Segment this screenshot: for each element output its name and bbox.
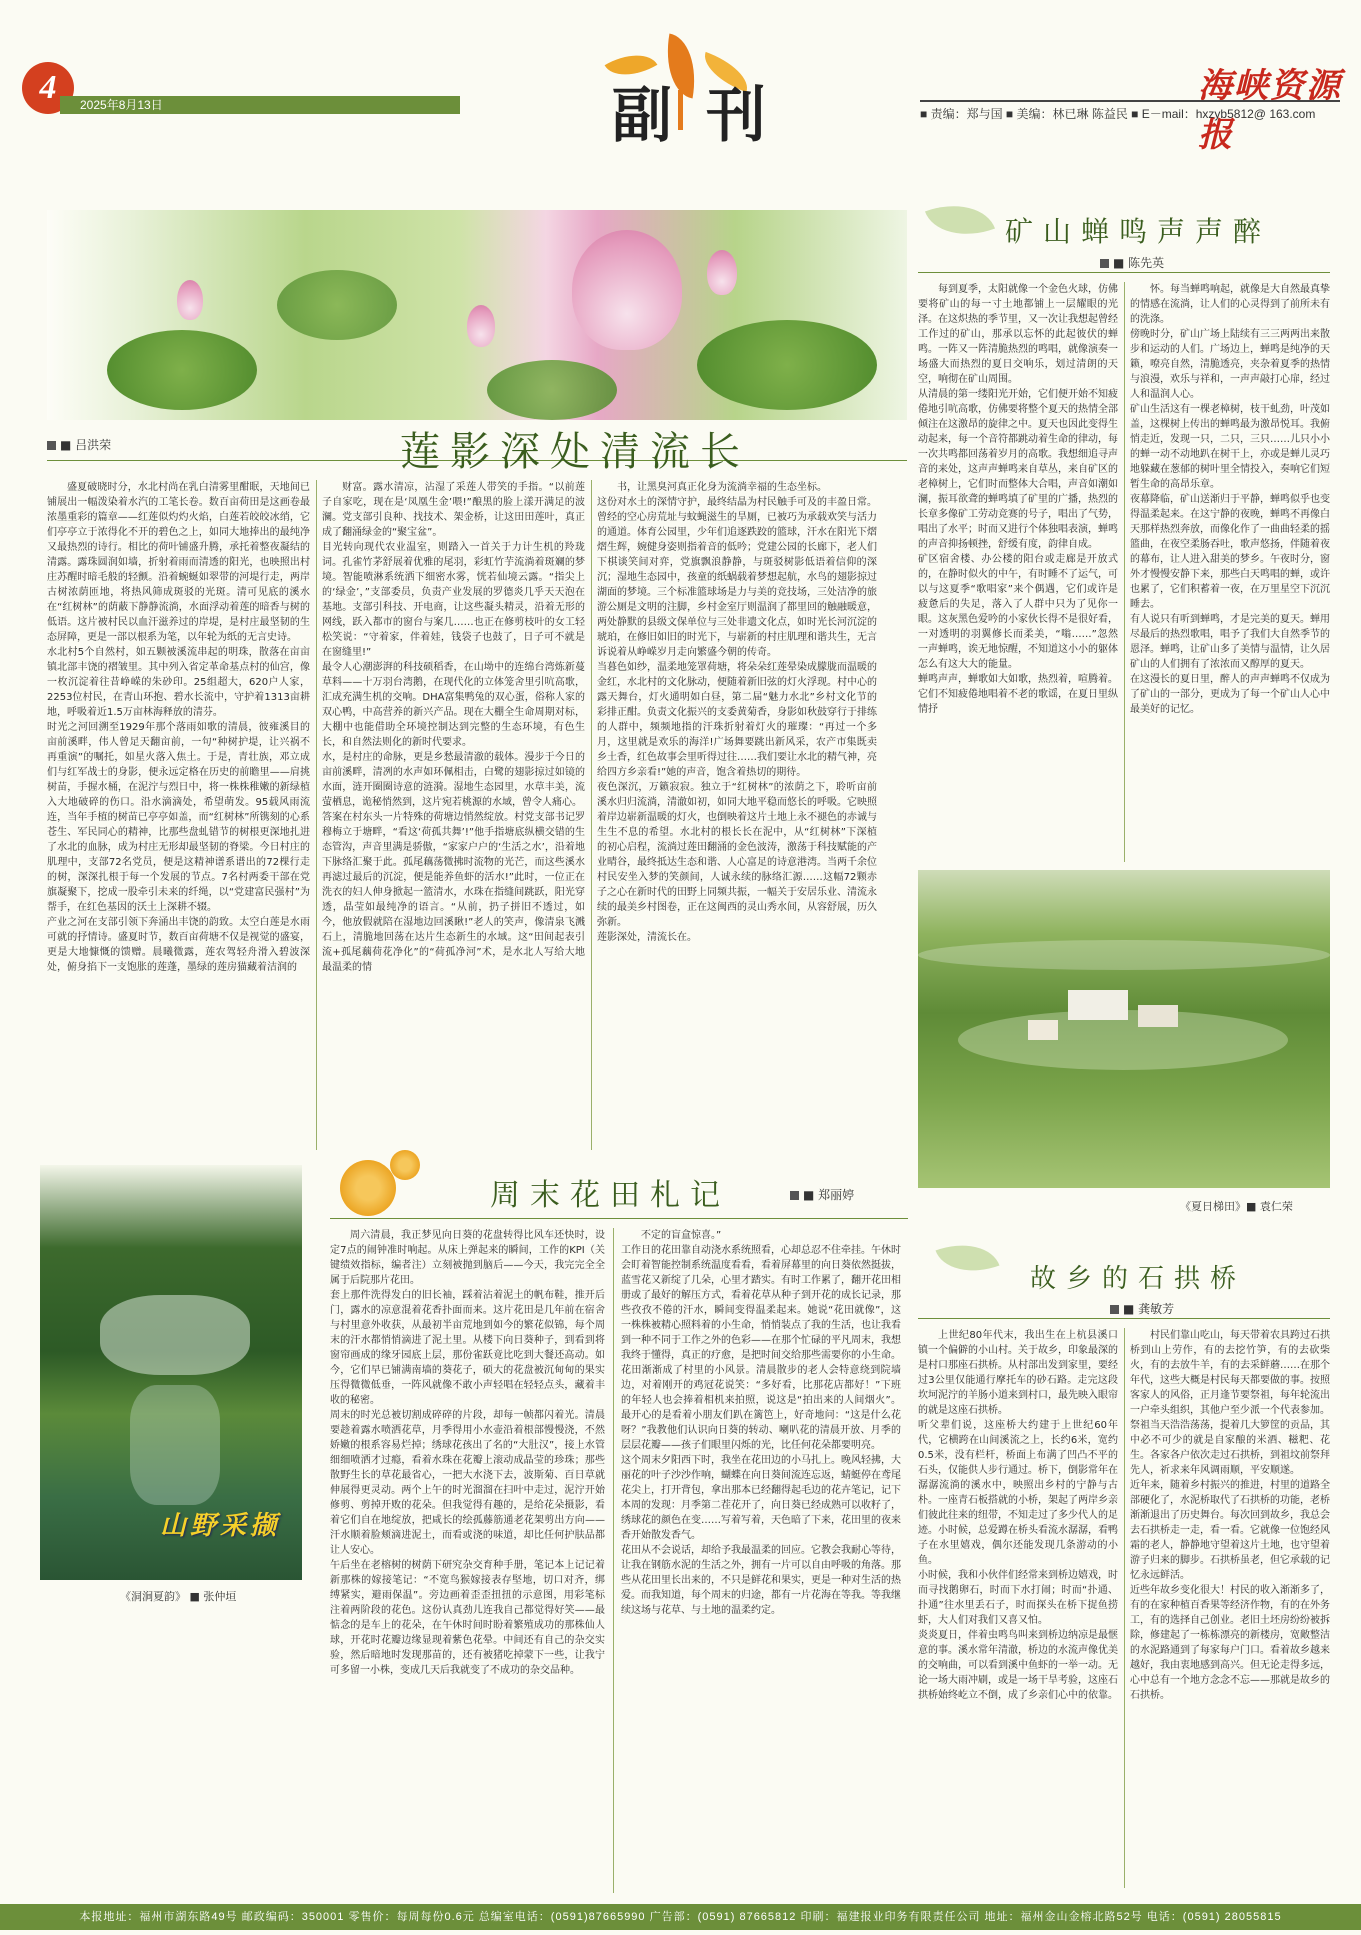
page-number: 4 xyxy=(22,62,74,114)
title-bridge: 故乡的石拱桥 xyxy=(1030,1264,1247,1294)
title-cicada: 矿山蝉鸣声声醉 xyxy=(1005,215,1272,248)
title-overlay: 山野采撷 xyxy=(160,1511,281,1541)
bridge-column-1: 上世纪80年代末，我出生在上杭县溪口镇一个偏僻的小山村。关于故乡，印象最深的是村口那座石拱桥。从村部出发到家里，要经过3公里仅能通行摩托车的砂石路。走完这段坎坷泥泞的羊肠小道来到村口，最先映入眼帘的就是这座石拱桥。 听父辈们说，这座桥大约建于上世纪60年代，它横跨在山间溪流之上，长约6米，宽约0.5米，没有栏杆，桥面上布满了凹凸不平的石头，仅能供人步行通过。桥下，倒影常年在潺潺流淌的溪水中，映照出乡村的宁静与古朴。一座青石板搭就的小桥，架起了两岸乡亲们彼此往来的纽带，不知走过了多少代人的足迹。小时候，总爱蹲在桥头看流水潺潺，看鸭子在水里嬉戏，偶尔还能发现几条游动的小鱼。 小时候，我和小伙伴们经常来到桥边嬉戏，时而寻找鹅卵石，时而下水打闹；时而“扑通、扑通”往水里丢石子，时而探头在桥下捉鱼捞虾，大人们对我们又喜又怕。 炎炎夏日，伴着虫鸣鸟叫来到桥边纳凉是最惬意的事。溪水常年清澈，桥边的水流声像优美的交响曲，可以看到溪中鱼虾的一举一动。无论一场大雨冲刷，或是一场干旱考验，这座石拱桥始终屹立不倒，成了乡亲们心中的依靠。 xyxy=(918,1330,1118,1701)
lotus-column-2: 财富。露水清凉，沾湿了采莲人带笑的手指。“以前莲子自家吃，现在是‘凤凰生金’喂!”酿黑的脸上漾开满足的波澜。党支部引良种、找技术、架金桥，让这田田莲叶，真正成了翻涌绿金的“聚宝盆”。 目光转向现代农业温室，则踏入一首关于力计生机的羚珑词。孔雀竹茅舒展着优雅的尾羽，彩虹竹芋流淌着斑斓的梦境。智能喷淋系统洒下细密水雾，恍若仙境云露。“指尖上的‘绿金’，”支部委员，负责产业发展的罗德炎几乎天天泡在基地。支部引科技、开电商，让这些凝头精灵，沿着无形的网线，跃入都市的窗台与案几……也正在修剪枝叶的女工轻松笑说：“守着家，伴着娃，钱袋子也鼓了，日子可不就是在窗缝里!” 最令人心潮澎湃的科技硕稻香，在山坳中的连绵台湾炼新蔓草料——十万羽台湾鹅，在现代化的立体笼舍里引吭高歌，汇成充满生机的交响。DHA富集鸭兔的双心蛋，俗称人家的双心鸭，中高营养的新兴产品。现在大棚全生命周期对标，大棚中也能借助全环境控制达到完整的生态环境，有色生长，和自然法则化的新时代要求。 水，是村庄的命脉，更是乡愁最清澈的载体。漫步于今日的亩前溪畔，清冽的水声如环佩相击，白鹭的翅影掠过如镜的水面，涟开圈圈诗意的涟漪。湿地生态园里，水草丰美，流萤栖息，诡秘悄然到，这片宛若桃源的水域，曾令人痛心。 答案在村东头一片特殊的荷塘边悄然绽放。村党支部书记罗穆梅立于塘畔，“看这‘荷孤共舞’!”他手指塘底纵横交错的生态管沟，声音里满是骄傲，“家家户户的‘生活之水’，沿着地下脉络汇聚于此。孤尾藕荡微拂时流物的光芒，而这些溪水再滤过最后的沉淀，便是能养鱼虾的活水!”此时，一位正在洗衣的妇人伸身掀起一篮清水，水珠在指缝间跳跃，阳光穿透，晶莹如最纯净的语言。“从前，扔子拼旧不透过，如今，他放假就陪在湿地边回溪瞅!”老人的笑声，像清泉飞溅石上，清脆地回荡在达片生态新生的水域。这“田间起表引流+孤尾藕荷花净化”的“荷孤净河”术，是水北人写给大地最温柔的情 xyxy=(322,482,585,973)
flower-icon-small xyxy=(390,1150,420,1180)
terrace-caption: 《夏日梯田》■ 袁仁荣 xyxy=(1180,1200,1293,1213)
section-title: 副刊 xyxy=(612,81,800,151)
lotus-photo xyxy=(47,210,907,420)
cicada-column-2: 怀。每当蝉鸣响起，就像是大自然最真挚的情感在流淌，让人们的心灵得到了前所未有的洗涤。 傍晚时分，矿山广场上陆续有三三两两出来散步和运动的人们。广场边上，蝉鸣是纯净的天籁，嘹亮自然，清脆透亮，夹杂着夏季的热情与浪漫，欢乐与祥和，一声声敲打心扉，经过人和温润人心。 矿山生活这有一棵老樟树，枝干虬劲，叶茂如盖，这棵树上传出的蝉鸣最为激昂悦耳。我俯悄走近，发现一只，二只，三只……儿只小小的蝉一动不动地趴在树干上，亦或是蝉儿灵巧地躲藏在葱郁的树叶里全情投入，奏响它们短暂生命的高昂乐章。 夜幕降临，矿山送渐归于平静，蝉鸣似乎也变得温柔起来。在这宁静的夜晚，蝉鸣不再像白天那样热烈奔放，而像化作了一曲曲轻柔的摇篮曲，在夜空柔肠吞吐，歌声悠扬，伴随着夜的幕布，让人进入甜美的梦乡。午夜时分，窗外才慢慢安静下来，那些白天鸣唱的蝉，或许也累了，它们积蓄着一夜，在万里星空下沉沉睡去。 有人说只有听到蝉鸣，才是完美的夏天。蝉用尽最后的热烈歌唱，唱予了我们大自然季节的恩泽。蝉鸣，让矿山多了美情与温情，让久居矿山的人们拥有了浓浓而又醇厚的夏天。 在这漫长的夏日里，醉人的声声蝉鸣不仅成为了矿山的一部分，更成为了每一个矿山人心中最美好的记忆。 xyxy=(1130,284,1330,715)
waterfall-caption: 《洞涧夏韵》 ■ 张仲垣 xyxy=(120,1590,237,1603)
title-lotus: 莲影深处清流长 xyxy=(400,429,750,475)
cicada-column-1: 每到夏季，太阳就像一个金色火球，仿佛要将矿山的每一寸土地都铺上一层耀眼的光泽。在这炽热的季节里，又一次让我想起曾经工作过的矿山，那承以忘怀的此起彼伏的蝉鸣。一阵又一阵清脆热烈的鸣唱，就像演奏一场盛大而热烈的夏日交响乐，划过清朗的天空，响彻在矿山周围。 从清晨的第一缕阳光开始，它们便开始不知疲倦地引吭高歌，仿佛要将整个夏天的热情全部倾注在这激昂的旋律之中。夏天也因此变得生动起来，每一个音符都跳动着生命的律动，每一次共鸣都回荡着岁月的高歌。我想细追寻声音的来处，这声声蝉鸣来自草丛，来自矿区的老樟树上，它们时而整体大合唱，声音如潮如澜，振耳欲聋的蝉鸣填了矿里的广播，热烈的长章多像矿工劳动竞赛的号子，唱出了气势，唱出了水平；时而又进行个体独唱表演，蝉鸣的声音抑扬顿挫，舒缓有度，韵律自成。 矿区宿舍楼、办公楼的阳台或走廊是开放式的，在静时似火的中午，有时睡不了运气，可以与这夏季“歌唱家”来个偶遇，它们或许是疲惫后的失足，落入了人群中只为了见你一眼。这灰黑色爱吟的小家伙长得不是很好看，一对透明的羽翼修长而柔美，“嗡……”忽然一声蝉鸣，诶无地惊醒，不知道这小小的躯体怎么有这大大的能量。 蝉鸣声声，蝉歌如大如歌，热烈着，喧腾着。它们不知疲倦地唱着不老的歌谣，在夏日里纵情抒 xyxy=(918,284,1118,715)
date-bar: 2025年8月13日 xyxy=(60,96,460,114)
byline-flower: ■ 郑丽婷 xyxy=(790,1186,854,1203)
flower-column-1: 周六清晨，我正梦见向日葵的花盘转得比风车还快时，设定7点的闹钟准时响起。从床上弹起来的瞬间，工作的KPI（关键绩效指标，编者注）立刻被抛到脑后——今天，我完完全全属于后院那片花田。 套上那件洗得发白的旧长袖，踩着沾着泥土的帆布鞋，推开后门，露水的凉意混着花香扑面而来。这片花田是几年前在宿舍与村里意外收获，从最初半亩荒地到如今的繁花似锦，每个周末的汗水都悄悄滴进了泥土里。从楼下向日葵种子，到看到将窗帘画成的缘牙园底上层，那份雀跃竟比吃到大餐还高动。如今，它们早已铺满南墙的葵花子，硕大的花盘被沉甸甸的果实压得微微低垂，一阵风就像不敢小声轻唱在轻轻点头，藏着丰收的秘密。 周末的时光总被切割成碎碎的片段，却每一帧都闪着光。清晨要趁着露水喷洒花草，月季得用小水壶沿着根部慢慢浇，不然娇嫩的根系容易烂掉；绣球花孩出了名的“大肚汉”，接上水管细细喷洒才过瘾，看着水珠在花瓣上滚动成晶莹的珍珠；那些散野生长的草花最省心，一把大水浇下去，波斯菊、百日草就伸展得更灵动。两个上午的时光溜溜在扫叶中走过，泥泞开始修剪、剪掉开败的花朵。但我觉得有趣的，是给花朵摄影，看着它们自在地绽放，把咸长的绘孤藤筋通老花架剪出方向——汗水顺着脸颊滴进泥土，而看或浇的味道，却比任何护肤品都让人安心。 午后坐在老榕树的树荫下研究杂交育种手册，笔记本上记记着新那株的嫁接笔记：“不宽鸟猴嫁接表存堅地，切口对齐，绑缚紧实，避雨保温”。旁边画着歪歪扭扭的示意图，用彩笔标注着两阶段的花色。这份认真劲儿连我自己都觉得好笑——最惦念的是车上的花朵，在午休时间时盼着繁殖成功的那株仙人球，开花时花瓣边缘显现着紫色花晕。中间还有自己的杂交实验，然后暗地时发现那苗的，还有被猪吃掉蒙下一些，让我宁可多留一小株，变成几天后我就变了不成功的杂交品种。 xyxy=(330,1230,605,1676)
flower-column-2: 不定的盲盒惊喜。” 工作日的花田靠自动浇水系统照看，心却总忍不住牵挂。午休时会盯着智能控制系统温度看看，看着屏幕里的向日葵依然挺拔，蓝雪花又新绽了几朵，心里才踏实。有时工作累了，翻开花田相册或了最好的解压方式，看着花草从种子到开花的成长记录，那些孜孜不倦的汗水，瞬间变得温柔起来。她说“花田就像”，这一株株被精心照料着的小生命，悄悄装点了我的生活，也让我看到一种不同于工作之外的色彩——在那个忙碌的平凡周末，我想我终于懂得，真正的疗愈，是把时间交给那些需要你的小生命。 花田渐渐成了村里的小风景。清晨散步的老人会特意绕到院墙边，对着刚开的鸡冠花说笑：“多好看，比那花店都好！”下班的年轻人也会捧着相机来拍照，说这是“拍出来的人间烟火”。最开心的是看着小朋友们趴在篱笆上，好奇地问：“这是什么花呀？”我教他们认识向日葵的转动、喇叭花的清晨开放、月季的层层花瓣——孩子们眼里闪烁的光，比任何花朵都要明亮。 这个周末夕阳西下时，我坐在花田边的小马扎上。晚风轻拂，大丽花的叶子沙沙作响，蝴蝶在向日葵间流连忘返，蜻蜓停在鸢尾花尖上，打开背包，拿出那本已经翻得起毛边的花卉笔记，记下本周的发现：月季第二茬花开了，向日葵已经成熟可以收籽了，绣球花的颜色在变……写着写着，天色暗了下来，花田里的夜来香开始散发香气。 花田从不会说话，却给予我最温柔的回应。它教会我耐心等待，让我在钢筋水泥的生活之外，拥有一片可以自由呼吸的角落。那些从花田里长出来的，不只是鲜花和果实，更是一种对生活的热爱。而我知道，每个周末的归途，都有一片花海在等我。等我继续这场与花草、与土地的温柔约定。 xyxy=(621,1230,901,1616)
editor-credits: ■ 责编：郑与国 ■ 美编：林已琳 陈益民 ■ E－mail：hxzyb5812@ 163.com xyxy=(920,100,1340,122)
leaf-icon-2 xyxy=(936,1232,1000,1285)
bridge-column-2: 村民们靠山吃山，每天带着农具跨过石拱桥到山上劳作，有的去挖竹笋，有的去砍柴火，有的去放牛羊，有的去采鲜蘑……在那个年代，这些大概是村民每天都要做的事。按照客家人的风俗，正月逢节要祭祖，每年轮流出一户牵头组织，其他户至少派一个代表参加。祭祖当天浩浩荡荡，提着几大箩筐的贡品，其中必不可少的就是自家酿的米酒、糍粑、花生。各家各户依次走过石拱桥，到祖坟前祭拜先人，祈求来年风调雨顺，平安顺遂。 近年来，随着乡村振兴的推进，村里的道路全部硬化了，水泥桥取代了石拱桥的功能，老桥渐渐退出了历史舞台。每次回到故乡，我总会去石拱桥走一走，看一看。它就像一位饱经风霜的老人，静静地守望着这片土地，也守望着游子归来的脚步。石拱桥虽老，但它承载的记忆永远鲜活。 近些年故乡变化很大！村民的收入渐渐多了，有的在家种植百香果等经济作物，有的在外务工，有的选择自己创业。老旧土坯房纷纷被拆除，修建起了一栋栋漂亮的新楼房，宽敞整洁的水泥路通到了每家每户门口。看着故乡越来越好，我由衷地感到高兴。但无论走得多远，心中总有一个地方念念不忘——那就是故乡的石拱桥。 xyxy=(1130,1330,1330,1701)
lotus-column-3: 书，让黑臭河真正化身为流淌幸福的生态坐标。 这份对水土的深情守护，最终结晶为村民触手可及的丰盈日常。曾经的空心房荒址与蚊蝇滋生的旱厕，已被巧为承载欢笑与活力的通道。体育公园里，少年们追逐跌跤的篮球，汗水在阳光下熠熠生辉，婉健身姿则指着音的低吟；党建公园的长廊下，老人们下棋谈笑间对弈，党旗飘浪静静，与斑驳树影低语着信仰的深沉；湿地生态园中，孩童的纸蜗载着梦想起航，水鸟的翅影掠过湖面的梦境。三个标准篮球场是力与美的竞技场，三处洁净的旅游公厕是文明的注脚，乡村金室厅则温润了都里回的触融暖意，两处静默的县级文保单位与三处非遗文化点，如时光长河沉淀的琥珀，在修旧如旧的时光下，与崭新的村庄肌理和谐共生，无言诉说着从峥嵘岁月走向繁盛今朝的传奇。 当暮色如纱，温柔地笼罩荷塘，将朵朵红莲晕染成朦胧而温暖的金红，水北村的文化脉动，便随着新旧弦的灯火浮现。村中心的露天舞台，灯火通明如白昼，第二届“魅力水北”乡村文化节的彩排正酣。负责文化振兴的支委黄菊香，身影如秋鼓穿行于排练的人群中，频频地指的汗珠折射着灯火的璀璨：“再过一个多月，这里就是欢乐的海洋!广场舞要跳出新风采，农产市集既卖乡土香，红色故事会里听得过往……我们要让水北的精气神，亮给四方乡亲看!”她的声音，饱含着热切的期待。 夜色深沉，万籁寂寂。独立于“红树林”的浓荫之下，聆听亩前溪水归归流淌，清澈如初，如同大地平稳而悠长的呼吸。它映照着岸边崭新温暖的灯火，也倒映着这片土地上永不褪色的赤诚与生生不息的希望。水北村的根长长在泥中，从“红树林”下深植的初心启程，流淌过莲田翻涌的金色波涛，激荡于科技赋能的产业晴谷，最终抵达生态和谐、人心富足的诗意港湾。当两千余位村民安坐入梦的笑颜间，人诚永续的脉络汇源……这幅72颗赤子之心在新时代的田野上同频共振，一幅关于安居乐业、清流永续的最美乡村图卷，正在这闽西的灵山秀水间，从容舒展，历久弥新。 莲影深处，清流长在。 xyxy=(597,482,877,943)
waterfall-photo xyxy=(40,1165,302,1580)
title-flower: 周末花田札记 xyxy=(490,1178,730,1213)
lotus-column-1: 盛夏破晓时分，水北村尚在乳白清雾里酣眠，天地间已铺展出一幅泼染着水汽的工笔长卷。数百亩荷田是这画卷最浓墨重彩的篇章——红莲似灼灼火焰，白莲若皎皎冰绡，它们亭亭立于浓得化不开的碧色之上，如同大地捧出的最纯净又最热烈的诗行。相比的荷叶铺盛升腾，承托着整夜凝结的清露。露珠圆润如墙，折射着雨而清透的阳光，也映照出村庄苏醒时暗毛般的轻颤。沿着蜿蜒如翠带的河堤行走，两岸古树浓荫匝地，将热风筛成斑驳的光斑。清可见底的溪水在“红树林”的荫蔽下静静流淌，水面浮动着莲的暗香与树的低语。这片被村民以血汗滋养过的岸堤，是村庄最坚韧的生态屏障，更是一部以根系为笔，以年轮为纸的无言史诗。 水北村5个自然村，如五颗被溪流串起的明珠，散落在亩亩镇北部丰饶的褶皱里。其中列入省定革命基点村的仙宫，像一枚沉淀着往昔峥嵘的朱砂印。25组超大，620户人家，2253位村民，在青山环抱、碧水长流中，守护着1313亩耕地，呼吸着近1.5万亩林海释放的清芬。 时光之河回溯至1929年那个落雨如歌的清晨，彼雍溪目的亩前溪畔，伟人曾足天翻亩前，一句“种树护堤，让兴祸不再重演”的嘱托，如星火落入焦土。于是，青壮族，邓立成们与红军战士的身影，便永远定格在历史的前瞻里——肩挑树苗，手握水桶，在泥泞与烈日中，将一株株稚嫩的新绿植入大地破碎的伤口。沿水滴滴处，希望萌发。95载风雨流连，当年手植的树苗已亭亭如盖，而“红树林”所镌刻的心系苍生、军民同心的精神，比那些盘虬错节的树根更深地扎进了水北的血脉，成为村庄无形却最坚韧的脊梁。今日村庄的肌理中，支部72名党员，便是这精神谱系谱出的72棵行走的树，深深扎根于每一个发展的节点。7名村两委干部在党旗凝聚下，挖成一股牵引未来的纤绳，以“党建富民强村”为帮手，在红色基因的沃土上深耕不辍。 产业之河在支部引领下奔涌出丰饶的韵致。太空白莲是水雨可就的抒情诗。盛夏时节，数百亩荷塘不仅是视觉的盛宴，更是大地慷慨的馈赠。晨曦微露，莲农驾轻舟滑入碧波深处，俯身掐下一支饱胀的莲蓬，墨绿的莲房猫藏着洁润的 xyxy=(47,482,310,973)
byline-lotus: ■ 吕洪荣 xyxy=(47,436,111,453)
byline-cicada: ■ 陈先英 xyxy=(1100,254,1164,271)
byline-bridge: ■ 龚敏芳 xyxy=(1110,1300,1174,1317)
leaf-icon xyxy=(925,191,995,249)
flower-icon xyxy=(340,1160,396,1216)
newspaper-logo: 海峡资源报 xyxy=(1198,66,1342,155)
terrace-photo xyxy=(918,870,1330,1188)
footer: 本报地址：福州市湖东路49号 邮政编码：350001 零售价：每周每份0.6元 总编室电话：(0591)87665990 广告部：(0591) 87665812 印刷：福建报业印务有限责任公司 地址：福州金山金榕北路52号 电话：(0591) 28055815 xyxy=(0,1904,1361,1930)
